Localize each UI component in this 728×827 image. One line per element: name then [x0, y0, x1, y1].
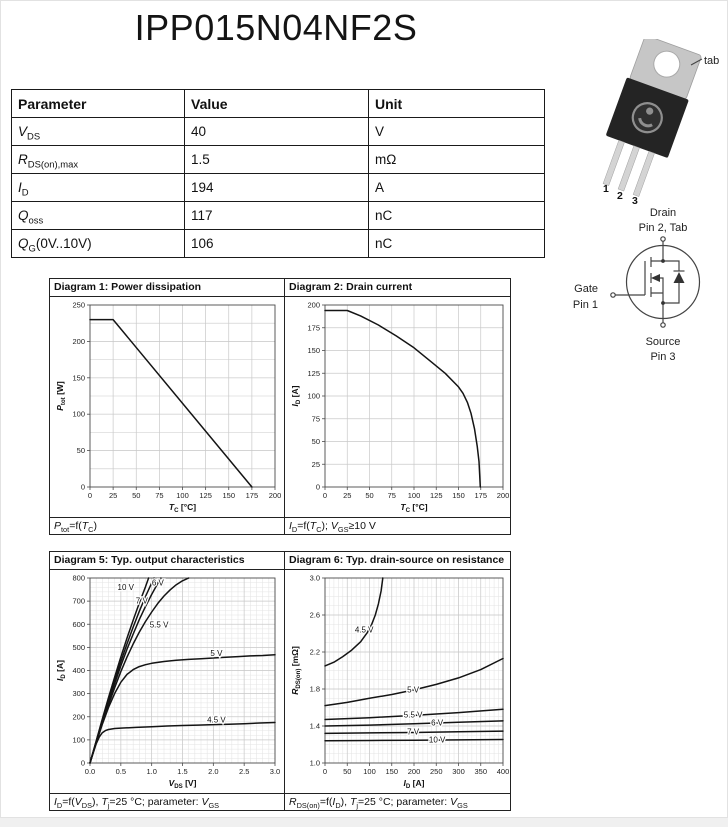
curve-label: 10 V — [428, 735, 446, 745]
svg-text:100: 100 — [307, 391, 320, 401]
svg-text:100: 100 — [72, 735, 85, 745]
col-header-parameter: Parameter — [12, 90, 185, 118]
svg-text:50: 50 — [365, 491, 374, 500]
chart-on-resistance — [285, 570, 512, 793]
svg-text:0.5: 0.5 — [115, 767, 127, 776]
svg-text:400: 400 — [496, 767, 510, 776]
package-drawing — [579, 39, 728, 209]
diagram6-caption: $R_{DS(on)}=f(I_D)$, $T_j=25$ °C; parameter: $V_{GS}$ — [284, 794, 510, 811]
svg-text:3.0: 3.0 — [269, 767, 281, 776]
svg-text:0.0: 0.0 — [84, 767, 96, 776]
svg-text:2.6: 2.6 — [309, 610, 320, 620]
svg-text:0: 0 — [315, 482, 320, 492]
series-ID — [325, 311, 480, 488]
svg-text:300: 300 — [452, 767, 465, 776]
svg-text:200: 200 — [72, 336, 85, 346]
chart-output-characteristics — [50, 570, 284, 793]
table-row — [12, 174, 545, 202]
x-axis-label: $T_C$ [°C] — [400, 502, 428, 515]
svg-text:2.5: 2.5 — [238, 767, 250, 776]
svg-text:1.0: 1.0 — [146, 767, 157, 776]
svg-text:800: 800 — [72, 573, 85, 583]
drain-label: Drain — [649, 207, 677, 219]
mosfet-symbol — [611, 237, 700, 327]
svg-text:0: 0 — [322, 767, 328, 776]
series-Ptot — [90, 320, 252, 487]
svg-text:200: 200 — [407, 767, 421, 776]
svg-text:2.0: 2.0 — [208, 767, 219, 776]
svg-text:150: 150 — [72, 373, 85, 383]
y-axis-label: $I_D$ [A] — [55, 660, 68, 681]
svg-text:125: 125 — [199, 491, 212, 500]
svg-text:250: 250 — [72, 300, 85, 310]
param-unit: A — [369, 174, 545, 202]
param-name: $R_{DS(on),max}$ — [12, 146, 185, 174]
body-diode-icon — [674, 272, 685, 283]
mosfet-symbol-diagram — [571, 199, 728, 369]
param-name: $I_D$ — [12, 174, 185, 202]
svg-text:350: 350 — [474, 767, 488, 776]
svg-text:0: 0 — [87, 491, 93, 500]
pin-number-1: 1 — [603, 183, 609, 195]
diagram2-caption: $I_D=f(T_C)$; $V_{GS}\ge 10$ V — [284, 518, 510, 535]
curve-label: 7 V — [135, 596, 148, 606]
svg-text:1.8: 1.8 — [309, 684, 320, 694]
param-name: $Q_G(0V..10V)$ — [12, 230, 185, 258]
col-header-value: Value — [185, 90, 369, 118]
svg-text:700: 700 — [72, 596, 85, 606]
svg-text:0: 0 — [322, 491, 328, 500]
package-leg — [618, 146, 639, 191]
svg-text:50: 50 — [343, 767, 352, 776]
curve-label: 4.5 V — [207, 715, 226, 725]
svg-text:175: 175 — [307, 323, 320, 333]
curve-label: 7 V — [407, 727, 420, 737]
svg-text:200: 200 — [72, 712, 85, 722]
svg-text:600: 600 — [72, 619, 85, 629]
parameter-table — [11, 89, 545, 258]
table-row — [12, 118, 545, 146]
svg-text:100: 100 — [407, 491, 421, 500]
svg-text:200: 200 — [496, 491, 510, 500]
tab-label: tab — [704, 55, 720, 67]
table-row — [12, 146, 545, 174]
col-header-unit: Unit — [369, 90, 545, 118]
param-value: 106 — [185, 230, 369, 258]
svg-text:1.0: 1.0 — [309, 758, 320, 768]
svg-text:125: 125 — [307, 368, 320, 378]
diagram6-header: Diagram 6: Typ. drain-source on resistance — [284, 552, 510, 569]
svg-text:0: 0 — [80, 758, 85, 768]
svg-text:75: 75 — [311, 414, 320, 424]
curve-label: 6 V — [151, 578, 164, 588]
param-value: 40 — [185, 118, 369, 146]
pin-number-2: 2 — [617, 190, 623, 202]
svg-text:100: 100 — [363, 767, 376, 776]
y-axis-label: $I_D$ [A] — [290, 385, 303, 407]
svg-text:300: 300 — [72, 689, 85, 699]
svg-text:150: 150 — [307, 346, 320, 355]
param-name: $V_{DS}$ — [12, 118, 185, 146]
svg-text:2.2: 2.2 — [309, 647, 320, 657]
svg-text:150: 150 — [452, 491, 465, 500]
svg-text:0: 0 — [80, 482, 85, 492]
svg-text:200: 200 — [268, 491, 282, 500]
svg-text:100: 100 — [72, 409, 85, 419]
svg-text:500: 500 — [72, 642, 85, 652]
table-row — [12, 202, 545, 230]
param-unit: nC — [369, 202, 545, 230]
x-axis-label: $I_D$ [A] — [403, 778, 425, 791]
page-title: IPP015N04NF2S — [134, 7, 418, 48]
package-leg — [603, 140, 624, 185]
svg-text:50: 50 — [76, 446, 85, 456]
svg-text:400: 400 — [72, 666, 85, 675]
drain-pin-label: Pin 2, Tab — [638, 222, 688, 234]
svg-text:3.0: 3.0 — [309, 573, 320, 583]
svg-text:200: 200 — [307, 300, 320, 310]
package-leg — [633, 151, 654, 196]
x-axis-label: $T_C$ [°C] — [168, 502, 197, 515]
svg-text:25: 25 — [311, 459, 320, 469]
svg-text:250: 250 — [429, 767, 443, 776]
x-axis-label: $V_{DS}$ [V] — [168, 778, 197, 791]
param-unit: nC — [369, 230, 545, 258]
diagram-panel-top — [49, 278, 511, 535]
param-name: $Q_{oss}$ — [12, 202, 185, 230]
pin-number-3: 3 — [632, 195, 638, 207]
param-value: 194 — [185, 174, 369, 202]
svg-text:150: 150 — [385, 767, 399, 776]
curve-label: 5.5 V — [149, 620, 169, 630]
svg-text:175: 175 — [474, 491, 488, 500]
diagram5-caption: $I_D=f(V_{DS})$, $T_j=25$ °C; parameter: $V_{GS}$ — [54, 796, 220, 811]
svg-text:25: 25 — [343, 491, 352, 500]
diagram2-header: Diagram 2: Drain current — [284, 279, 510, 296]
curve-label: 5.5 V — [403, 710, 423, 720]
diagram1-caption: $P_{tot}=f(T_C)$ — [54, 520, 97, 535]
svg-text:50: 50 — [311, 437, 320, 446]
param-value: 117 — [185, 202, 369, 230]
curve-label: 4.5 V — [354, 625, 374, 635]
gate-label: Gate — [574, 283, 598, 295]
channel-arrow — [651, 274, 660, 282]
source-pin-label: Pin 3 — [650, 351, 676, 363]
svg-text:75: 75 — [387, 491, 396, 500]
diagram5-header: Diagram 5: Typ. output characteristics — [54, 554, 245, 566]
chart-power-dissipation — [50, 297, 284, 517]
chart-drain-current — [285, 297, 512, 517]
source-label: Source — [645, 336, 681, 348]
svg-text:75: 75 — [155, 491, 164, 500]
svg-text:1.4: 1.4 — [309, 721, 320, 731]
y-axis-label: $P_{tot}$ [W] — [55, 381, 68, 411]
curve-label: 10 V — [117, 582, 135, 592]
y-axis-label: $R_{DS(on)}$ [mΩ] — [290, 646, 303, 695]
table-row — [12, 230, 545, 258]
curve-label: 5 V — [407, 685, 420, 695]
svg-text:25: 25 — [108, 491, 118, 500]
curve-label: 6 V — [431, 718, 444, 728]
svg-text:125: 125 — [429, 491, 443, 500]
diagram1-header: Diagram 1: Power dissipation — [54, 281, 202, 293]
package-body-group — [590, 39, 705, 201]
svg-text:175: 175 — [245, 491, 259, 500]
param-unit: mΩ — [369, 146, 545, 174]
curve-label: 5 V — [210, 648, 223, 658]
gate-pin-label: Pin 1 — [572, 299, 598, 311]
svg-text:50: 50 — [132, 491, 141, 500]
param-unit: V — [369, 118, 545, 146]
table-header-row — [12, 90, 545, 118]
svg-text:1.5: 1.5 — [177, 767, 188, 776]
svg-text:100: 100 — [176, 491, 189, 500]
svg-text:150: 150 — [222, 491, 236, 500]
param-value: 1.5 — [185, 146, 369, 174]
diagram-panel-bottom — [49, 551, 511, 811]
